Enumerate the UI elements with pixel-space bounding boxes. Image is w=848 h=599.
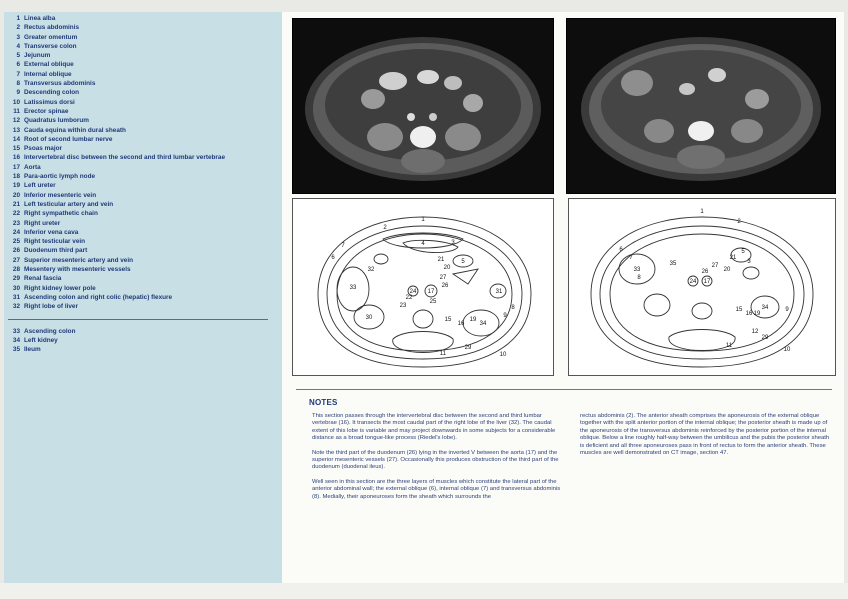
legend-number: 2 [16,24,20,32]
legend-label: Erector spinae [24,107,69,115]
diagram-left-label: 11 [439,351,447,357]
legend-item [8,60,278,69]
legend-item [8,181,278,190]
legend-label: External oblique [24,61,74,69]
legend-number: 17 [12,163,20,171]
diagram-right-label: 2 [737,219,741,225]
legend-item [8,163,278,172]
diagram-right-label: 7 [629,255,633,261]
diagram-left-label: 27 [439,275,447,281]
legend-label: Cauda equina within dural sheath [24,126,126,134]
legend-label: Rectus abdominis [24,24,80,32]
legend-number: 26 [12,247,20,255]
notes-paragraph: Well seen in this section are the three layers of muscles which constitute the lateral part of the anterior abdominal wall; the external oblique (6), internal oblique (7) and transversus abdominis (8). Medially, their aponeuroses form the sheath which surrounds the [312,478,561,500]
legend-number: 10 [12,98,20,106]
diagram-right-label: 33 [633,267,641,273]
diagram-left-label: 22 [405,295,413,301]
legend-item [8,42,278,51]
legend-number: 6 [16,61,20,69]
diagram-right-label: 1 [700,209,704,215]
notes-column-left [312,413,566,508]
ct-image-left [292,18,554,194]
notes-title: NOTES [309,398,338,407]
legend-item [8,70,278,79]
diagram-right-label: 20 [723,267,731,273]
legend-item [8,327,278,336]
diagram-right-label: 11 [725,343,733,349]
diagram-left-label: 4 [421,241,425,247]
legend-item [8,107,278,116]
legend-item [8,98,278,107]
diagram-right-label: 8 [637,275,641,281]
legend-number: 23 [12,219,20,227]
legend-item [8,345,278,354]
diagram-right-label: 17 [703,279,711,285]
legend-number: 12 [12,117,20,125]
legend-number: 33 [12,327,20,335]
legend-item [8,33,278,42]
legend-item [8,135,278,144]
legend-label: Jejunum [24,52,51,60]
diagram-left-label: 25 [429,299,437,305]
legend-number: 3 [16,33,20,41]
legend-item [8,228,278,237]
diagram-right [568,198,836,376]
diagram-left-label: 16 [457,321,465,327]
diagram-right-label: 21 [729,255,737,261]
legend-item [8,191,278,200]
notes-paragraph: This section passes through the intervertebral disc between the second and third lumbar vertebrae (16). It transects the most caudal part of the right lobe of the liver (32). The caudal extent of this lobe is variable and may project downwards in some subjects for a considerable distance as a broad tongue-like process (Riedel's lobe). [312,413,556,442]
diagram-left-label: 23 [399,303,407,309]
legend-label: Left ureter [24,182,56,190]
legend-number: 15 [12,145,20,153]
diagram-right-label: 27 [711,263,719,269]
legend-label: Latissimus dorsi [24,98,75,106]
legend-label: Inferior mesenteric vein [24,191,97,199]
diagram-right-label: 6 [619,247,623,253]
legend-number: 11 [13,107,20,115]
legend-item [8,144,278,153]
diagram-right-label: 34 [761,305,769,311]
legend-label: Psoas major [24,145,63,153]
legend-item [8,51,278,60]
legend-label: Right sympathetic chain [24,210,98,218]
legend-number: 8 [16,80,20,88]
legend-item [8,23,278,32]
legend-item [8,256,278,265]
legend-label: Right kidney lower pole [24,284,96,292]
legend-label: Intervertebral disc between the second and third lumbar vertebrae [24,154,226,162]
diagram-left-label: 30 [365,315,373,321]
legend-item [8,153,278,162]
legend-item [8,274,278,283]
legend-number: 19 [12,182,20,190]
legend-label: Transverse colon [24,42,77,50]
diagram-left-label: 34 [479,321,487,327]
legend-number: 31 [12,293,20,301]
diagram-left-label: 20 [443,265,451,271]
diagram-left-label: 17 [427,289,435,295]
legend-item [8,246,278,255]
legend-item [8,284,278,293]
legend-number: 16 [12,154,20,162]
diagram-left-label: 32 [367,267,375,273]
diagram-right-label: 26 [701,269,709,275]
diagram-right-label: 9 [785,307,789,313]
legend-number: 9 [16,89,20,97]
legend-number: 24 [12,228,20,236]
legend-item [8,336,278,345]
legend-label: Left testicular artery and vein [24,200,114,208]
legend-label: Para-aortic lymph node [24,173,96,181]
legend-group-a [8,14,278,312]
legend-label: Greater omentum [24,33,78,41]
legend-item [8,302,278,311]
legend-item [8,116,278,125]
diagram-left-label: 6 [331,255,335,261]
legend-item [8,79,278,88]
legend-item [8,219,278,228]
legend-number: 7 [16,70,20,78]
diagram-left-label: 1 [421,217,425,223]
diagram-left-label: 26 [441,283,449,289]
legend-label: Duodenum third part [24,247,88,255]
diagram-right-label: 15 [735,307,743,313]
legend-label: Left kidney [24,336,58,344]
notes-paragraph: Note the third part of the duodenum (26) lying in the inverted V between the aorta (17) and the superior mesenteric vessels (27). Occasionally this produces obstruction of the third part of the duodenum (duodenal ileus). [312,449,559,471]
diagram-right-label: 5 [741,249,745,255]
diagram-left-label: 19 [469,317,477,323]
legend-item [8,200,278,209]
legend-number: 4 [16,42,20,50]
diagram-left-label: 9 [503,313,507,319]
legend-number: 29 [12,275,20,283]
legend-number: 32 [12,303,20,311]
legend-number: 34 [12,336,20,344]
diagram-left-label: 8 [511,305,515,311]
diagram-left-label: 2 [383,225,387,231]
diagram-right-label: 29 [761,335,769,341]
legend-label: Quadratus lumborum [24,117,89,125]
legend-label: Right ureter [24,219,61,227]
legend-number: 21 [12,200,20,208]
diagram-right-label: 19 [753,311,761,317]
legend-item [8,88,278,97]
legend-label: Internal oblique [24,70,72,78]
legend-number: 5 [16,52,20,60]
diagram-left-label: 15 [444,317,452,323]
legend-item [8,126,278,135]
legend-divider [8,319,268,320]
diagram-right-label: 24 [689,279,697,285]
legend-item [8,14,278,23]
diagram-right-label: 35 [669,261,677,267]
diagram-right-label: 10 [783,347,791,353]
legend-item [8,293,278,302]
legend-label: Superior mesenteric artery and vein [24,256,134,264]
legend-label: Root of second lumbar nerve [24,135,113,143]
notes-column-right [580,413,830,464]
legend-label: Renal fascia [24,275,62,283]
legend-label: Linea alba [24,15,56,22]
legend-label: Aorta [24,163,41,171]
diagram-left-label: 31 [495,289,503,295]
diagram-left-label: 29 [464,345,472,351]
diagram-right-label: 16 [745,311,753,317]
legend-number: 27 [12,256,20,264]
legend-group-b [8,327,278,355]
legend-number: 22 [12,210,20,218]
legend-item [8,172,278,181]
notes-paragraph: rectus abdominis (2). The anterior sheath comprises the aponeurosis of the external oblique together with the split anterior portion of the internal oblique; the posterior sheath is made up of the aponeurosis of the transversus abdominis reinforced by the posterior portion of the internal oblique. Below a line roughly half-way between the umbilicus and the pubis the posterior sheath is deficient and all three aponeuroses pass in front of rectus to form the anterior sheath. These muscles are well demonstrated on CT image, section 47. [580,413,830,457]
legend-label: Ascending colon [24,327,76,335]
legend-number: 13 [12,126,20,134]
diagram-left-label: 7 [341,243,345,249]
legend-label: Mesentery with mesenteric vessels [24,266,131,274]
legend-label: Ileum [24,346,41,354]
diagram-right-label: 12 [751,329,759,335]
legend-label: Transversus abdominis [24,80,96,88]
legend-label: Right testicular vein [24,238,86,246]
legend-item [8,209,278,218]
ct-image-right [566,18,836,194]
legend-number: 25 [12,238,20,246]
legend-item [8,265,278,274]
legend-number: 18 [12,173,20,181]
legend-number: 30 [12,284,20,292]
legend-number: 14 [12,135,20,143]
legend-label: Inferior vena cava [24,228,79,236]
legend-list [8,14,278,354]
legend-number: 35 [12,346,20,354]
diagram-left [292,198,554,376]
diagram-left-label: 33 [349,285,357,291]
diagram-left-label: 10 [499,352,507,358]
bottom-edge [0,583,848,599]
legend-item [8,237,278,246]
legend-number: 20 [12,191,20,199]
diagram-left-label: 24 [409,289,417,295]
diagram-left-label: 5 [461,259,465,265]
diagram-right-label: 3 [747,259,751,265]
legend-label: Right lobe of liver [24,303,78,311]
legend-label: Descending colon [24,89,80,97]
legend-number: 1 [16,15,20,22]
diagram-left-label: 3 [451,240,455,246]
legend-number: 28 [12,266,20,274]
diagram-left-label: 21 [437,257,445,263]
legend-label: Ascending colon and right colic (hepatic) flexure [24,293,173,301]
